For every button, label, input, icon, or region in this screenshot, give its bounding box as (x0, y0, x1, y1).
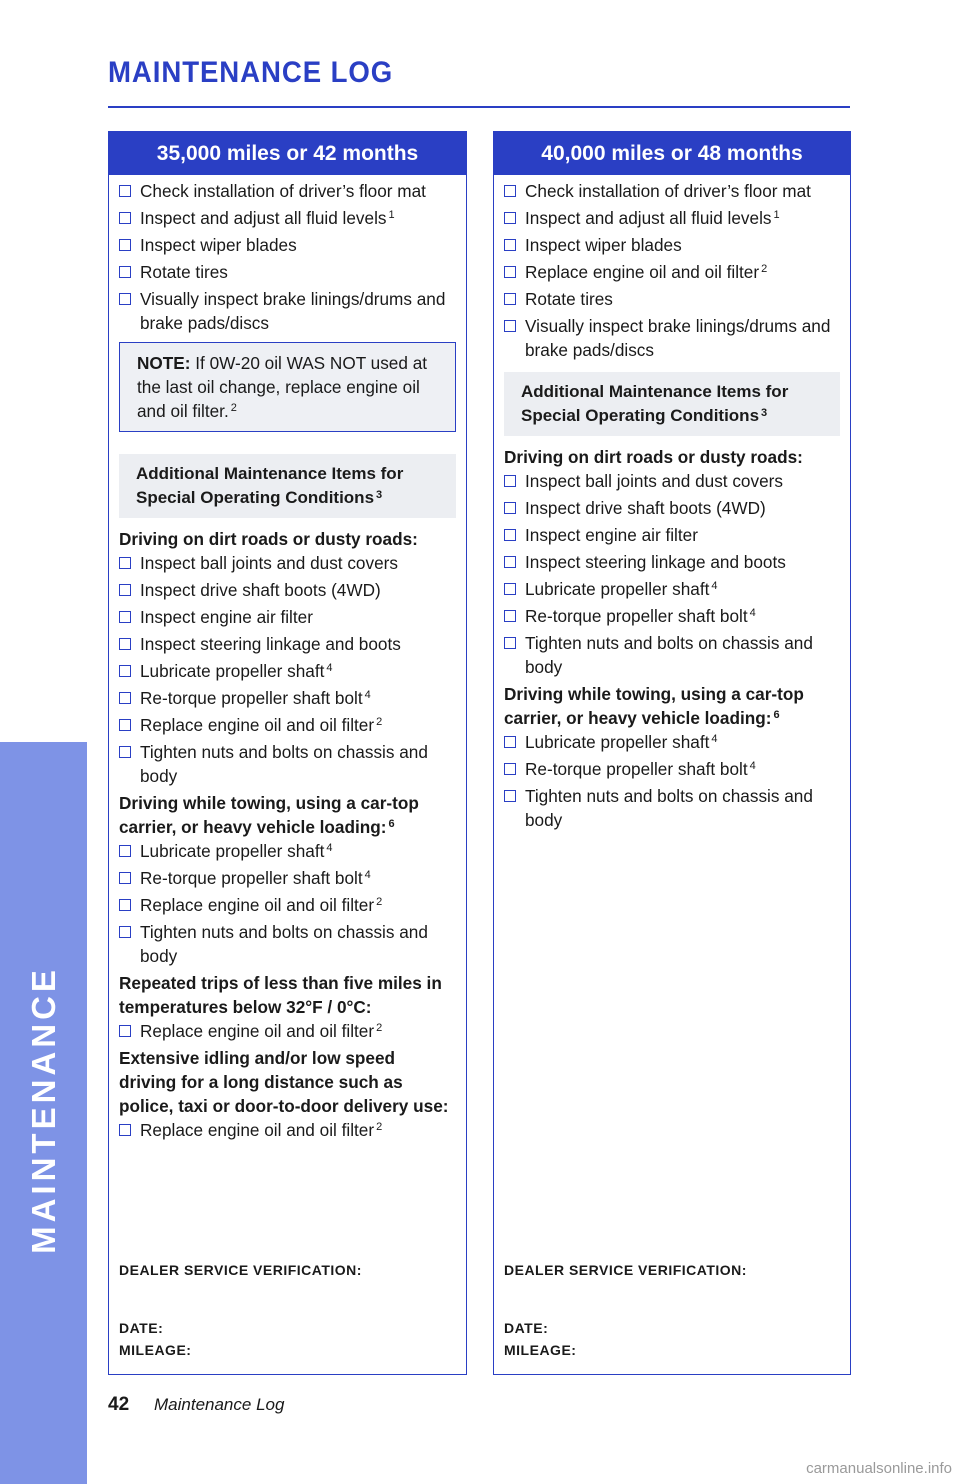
checklist-item-text: Rotate tires (525, 289, 613, 309)
footnote-marker: 4 (749, 760, 756, 772)
checklist-item-text: Re-torque propeller shaft bolt (525, 606, 748, 626)
checkbox-icon[interactable] (119, 584, 131, 596)
footnote-marker: 2 (376, 896, 383, 908)
watermark: carmanualsonline.info (806, 1460, 952, 1477)
checkbox-icon[interactable] (119, 872, 131, 884)
checklist-item-text: Re-torque propeller shaft bolt (140, 868, 363, 888)
checkbox-icon[interactable] (119, 212, 131, 224)
checkbox-icon[interactable] (504, 790, 516, 802)
checklist (119, 1019, 456, 1043)
footnote-marker: 2 (376, 716, 383, 728)
condition-heading-text: Driving while towing, using a car-top carrier, or heavy vehicle loading: (504, 684, 804, 728)
title-rule (108, 106, 850, 108)
note-label: NOTE: (137, 353, 191, 373)
service-card-40000 (493, 131, 851, 1375)
checklist-item (119, 233, 456, 257)
checklist (119, 839, 456, 968)
checklist-item (119, 686, 456, 710)
footnote-marker: 4 (326, 662, 333, 674)
checklist-item (504, 604, 840, 628)
additional-items-heading (119, 454, 456, 518)
footnote-marker: 1 (773, 209, 780, 221)
checkbox-icon[interactable] (504, 502, 516, 514)
service-card-header: 35,000 miles or 42 months (109, 132, 466, 175)
checkbox-icon[interactable] (119, 746, 131, 758)
condition-heading-short-trips: Repeated trips of less than five miles in temperatures below 32°F / 0°C: (119, 973, 442, 1017)
checklist-item (119, 893, 456, 917)
checklist-item (119, 260, 456, 284)
checkbox-icon[interactable] (119, 899, 131, 911)
checklist-item-text: Inspect drive shaft boots (4WD) (140, 580, 381, 600)
checklist-item (119, 839, 456, 863)
dealer-verification-label: DEALER SERVICE VERIFICATION: (504, 1262, 747, 1278)
checklist-item-text: Inspect engine air filter (140, 607, 313, 627)
checklist-item-text: Re-torque propeller shaft bolt (525, 759, 748, 779)
footnote-marker: 1 (388, 209, 395, 221)
checklist-item-text: Check installation of driver’s floor mat (140, 181, 426, 201)
checklist-item-text: Tighten nuts and bolts on chassis and body (140, 922, 428, 966)
checklist-item-text: Inspect wiper blades (525, 235, 682, 255)
checkbox-icon[interactable] (504, 212, 516, 224)
additional-footnote: 3 (376, 489, 383, 501)
checklist-item-text: Lubricate propeller shaft (140, 661, 325, 681)
checklist-item-text: Inspect ball joints and dust covers (140, 553, 398, 573)
checkbox-icon[interactable] (504, 266, 516, 278)
checklist-item (504, 287, 840, 311)
checklist-item (119, 206, 456, 230)
checklist-item (119, 605, 456, 629)
footnote-marker: 4 (711, 580, 718, 592)
note-footnote: 2 (230, 402, 237, 414)
checklist-item-text: Visually inspect brake linings/drums and brake pads/discs (525, 316, 831, 360)
checklist (119, 1118, 456, 1142)
checkbox-icon[interactable] (119, 1025, 131, 1037)
checklist-item (504, 577, 840, 601)
checkbox-icon[interactable] (119, 665, 131, 677)
checklist-item (504, 233, 840, 257)
checkbox-icon[interactable] (504, 239, 516, 251)
checklist-item-text: Inspect steering linkage and boots (140, 634, 401, 654)
footnote-marker: 4 (711, 733, 718, 745)
footnote-marker: 4 (364, 869, 371, 881)
checkbox-icon[interactable] (504, 529, 516, 541)
checkbox-icon[interactable] (119, 293, 131, 305)
checkbox-icon[interactable] (119, 185, 131, 197)
additional-footnote: 3 (761, 407, 768, 419)
condition-heading-dirt-roads: Driving on dirt roads or dusty roads: (119, 529, 418, 549)
checklist-item (119, 578, 456, 602)
additional-items-text: Additional Maintenance Items for Special Operating Conditions (521, 382, 789, 425)
condition-heading-text: Driving while towing, using a car-top carrier, or heavy vehicle loading: (119, 793, 419, 837)
checklist-item-text: Replace engine oil and oil filter (140, 1021, 375, 1041)
checklist-item-text: Inspect engine air filter (525, 525, 698, 545)
checklist (119, 179, 456, 335)
checklist-item (504, 314, 840, 362)
checklist-item (504, 179, 840, 203)
checklist-item (119, 179, 456, 203)
checkbox-icon[interactable] (119, 611, 131, 623)
condition-footnote: 6 (388, 818, 395, 830)
checkbox-icon[interactable] (119, 266, 131, 278)
checklist-item (504, 784, 840, 832)
condition-heading-towing (119, 791, 456, 839)
checklist-item-text: Lubricate propeller shaft (140, 841, 325, 861)
checklist-item (504, 730, 840, 754)
mileage-label: MILEAGE: (504, 1342, 577, 1358)
footnote-marker: 2 (376, 1121, 383, 1133)
checklist-item (119, 659, 456, 683)
checkbox-icon[interactable] (119, 638, 131, 650)
page-title: MAINTENANCE LOG (108, 56, 394, 89)
checklist-item (119, 866, 456, 890)
footnote-marker: 4 (749, 607, 756, 619)
checkbox-icon[interactable] (119, 719, 131, 731)
checkbox-icon[interactable] (504, 637, 516, 649)
checkbox-icon[interactable] (504, 763, 516, 775)
note-text: If 0W-20 oil WAS NOT used at the last oil change, replace engine oil and oil filter. (137, 353, 428, 421)
checkbox-icon[interactable] (119, 845, 131, 857)
checklist-item-text: Inspect wiper blades (140, 235, 297, 255)
checkbox-icon[interactable] (504, 736, 516, 748)
footnote-marker: 4 (364, 689, 371, 701)
checklist-item-text: Replace engine oil and oil filter (140, 895, 375, 915)
checklist-item-text: Inspect steering linkage and boots (525, 552, 786, 572)
checklist-item (504, 523, 840, 547)
checklist-item-text: Inspect ball joints and dust covers (525, 471, 783, 491)
footnote-marker: 4 (326, 842, 333, 854)
date-label: DATE: (119, 1320, 164, 1336)
dealer-verification-label: DEALER SERVICE VERIFICATION: (119, 1262, 362, 1278)
checklist-item (119, 551, 456, 575)
checkbox-icon[interactable] (504, 556, 516, 568)
checklist-item (119, 1019, 456, 1043)
checkbox-icon[interactable] (119, 1124, 131, 1136)
checklist-item-text: Tighten nuts and bolts on chassis and body (525, 786, 813, 830)
checklist-item-text: Replace engine oil and oil filter (140, 1120, 375, 1140)
checklist-item (504, 631, 840, 679)
checkbox-icon[interactable] (504, 293, 516, 305)
service-card-header: 40,000 miles or 48 months (494, 132, 850, 175)
checklist-item (119, 287, 456, 335)
page-subtitle: Maintenance Log (154, 1395, 285, 1414)
additional-items-heading (504, 372, 840, 436)
checklist-item (504, 260, 840, 284)
checklist-item-text: Check installation of driver’s floor mat (525, 181, 811, 201)
checklist (504, 730, 840, 832)
footnote-marker: 2 (761, 263, 768, 275)
service-card-35000 (108, 131, 467, 1375)
checkbox-icon[interactable] (504, 185, 516, 197)
checklist-item (504, 757, 840, 781)
checklist (504, 179, 840, 362)
checklist-item (119, 1118, 456, 1142)
checklist-item (504, 550, 840, 574)
checkbox-icon[interactable] (504, 475, 516, 487)
condition-heading-idling: Extensive idling and/or low speed driving for a long distance such as police, taxi or door-to-door delivery use: (119, 1048, 449, 1116)
checkbox-icon[interactable] (504, 583, 516, 595)
checklist (504, 469, 840, 679)
checklist-item (504, 206, 840, 230)
additional-items-text: Additional Maintenance Items for Special Operating Conditions (136, 464, 404, 507)
checkbox-icon[interactable] (119, 926, 131, 938)
condition-heading-dirt-roads: Driving on dirt roads or dusty roads: (504, 447, 803, 467)
checklist-item-text: Inspect drive shaft boots (4WD) (525, 498, 766, 518)
checklist-item-text: Inspect and adjust all fluid levels (525, 208, 772, 228)
condition-footnote: 6 (773, 709, 780, 721)
checklist-item (119, 740, 456, 788)
checkbox-icon[interactable] (119, 239, 131, 251)
checkbox-icon[interactable] (504, 320, 516, 332)
checklist-item-text: Tighten nuts and bolts on chassis and body (525, 633, 813, 677)
checklist-item (504, 469, 840, 493)
oil-note (119, 342, 456, 432)
checklist-item (119, 920, 456, 968)
checklist-item (119, 632, 456, 656)
checklist-item-text: Visually inspect brake linings/drums and brake pads/discs (140, 289, 446, 333)
date-label: DATE: (504, 1320, 549, 1336)
section-side-label: MAINTENANCE (25, 966, 62, 1254)
footnote-marker: 2 (376, 1022, 383, 1034)
condition-heading-towing (504, 682, 840, 730)
checklist-item-text: Lubricate propeller shaft (525, 579, 710, 599)
checklist-item-text: Replace engine oil and oil filter (140, 715, 375, 735)
checklist-item-text: Lubricate propeller shaft (525, 732, 710, 752)
checklist-item-text: Replace engine oil and oil filter (525, 262, 760, 282)
checkbox-icon[interactable] (504, 610, 516, 622)
mileage-label: MILEAGE: (119, 1342, 192, 1358)
checkbox-icon[interactable] (119, 692, 131, 704)
checklist-item (119, 713, 456, 737)
checkbox-icon[interactable] (119, 557, 131, 569)
checklist-item-text: Inspect and adjust all fluid levels (140, 208, 387, 228)
page-number: 42 (108, 1394, 130, 1415)
checklist (119, 551, 456, 788)
checklist-item (504, 496, 840, 520)
checklist-item-text: Tighten nuts and bolts on chassis and body (140, 742, 428, 786)
checklist-item-text: Re-torque propeller shaft bolt (140, 688, 363, 708)
checklist-item-text: Rotate tires (140, 262, 228, 282)
